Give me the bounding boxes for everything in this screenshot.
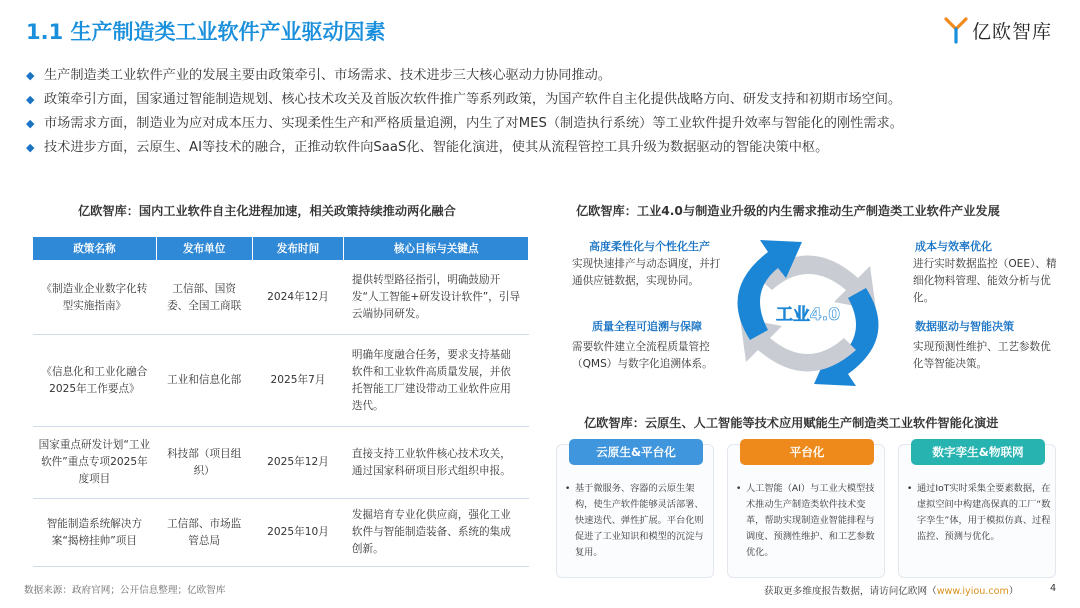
page-number: 4 — [1050, 583, 1057, 594]
industry-cycle-diagram — [728, 238, 888, 388]
col-header-date: 发布时间 — [252, 237, 344, 261]
cycle-text-cost: 进行实时数据监控（OEE）、精细化物料管理、能效分析与优化。 — [913, 258, 1057, 304]
cell-policy-name: 《信息化和工业化融合2025年工作要点》 — [33, 335, 157, 427]
diamond-bullet-icon: ◆ — [26, 117, 35, 130]
bullet-item: ◆ 政策牵引方面，国家通过智能制造规划、核心技术攻关及首版次软件推广等系列政策，为国产软件自主化提供战略方向、研发支持和初期市场空间。 — [26, 88, 1066, 112]
table-row — [33, 427, 529, 499]
diamond-bullet-icon: ◆ — [26, 93, 35, 106]
cycle-heading-data: 数据驱动与智能决策 — [915, 320, 1014, 333]
cycle-text-data: 实现预测性维护、工艺参数优化等智能决策。 — [913, 341, 1051, 370]
cycle-text-flexible: 实现快速排产与动态调度，并打通供应链数据，实现协同。 — [572, 258, 721, 287]
tech-card-text: 通过IoT实时采集全要素数据，在虚拟空间中构建高保真的工厂“数字孪生”体，用于模拟仿真、过程监控、预测与优化。 — [917, 483, 1051, 542]
bullet-dot-icon: • — [907, 484, 913, 494]
cell-date: 2025年12月 — [252, 427, 344, 499]
diamond-bullet-icon: ◆ — [26, 141, 35, 154]
brand-logo — [944, 16, 1052, 44]
tech-card-label: 数字孪生&物联网 — [911, 439, 1045, 465]
cycle-text-quality: 需要软件建立全流程质量管控（QMS）与数字化追溯体系。 — [572, 341, 713, 370]
tech-panel-title: 亿欧智库：云原生、人工智能等技术应用赋能生产制造类工业软件智能化演进 — [584, 416, 999, 430]
table-row — [33, 335, 529, 427]
bullet-item: ◆ 市场需求方面，制造业为应对成本压力、实现柔性生产和严格质量追溯，内生了对MES（制造执行系统）等工业软件提升效率与智能化的刚性需求。 — [26, 112, 1066, 136]
cell-goal: 提供转型路径指引，明确鼓励开发“人工智能+研发设计软件”，引导云端协同研发。 — [344, 261, 529, 335]
col-header-unit: 发布单位 — [156, 237, 252, 261]
cycle-panel-title: 亿欧智库：工业4.0与制造业升级的内生需求推动生产制造类工业软件产业发展 — [576, 204, 1000, 218]
bullet-dot-icon: • — [736, 484, 742, 494]
cell-policy-name: 国家重点研发计划“工业软件”重点专项2025年度项目 — [33, 427, 157, 499]
tech-card-text: 人工智能（AI）与工业大模型技术推动生产制造类软件技术变革，帮助实现制造业智能排程与调度、预测性维护、和工艺参数优化。 — [746, 483, 875, 558]
table-header-row — [33, 237, 529, 261]
bullet-item: ◆ 技术进步方面，云原生、AI等技术的融合，正推动软件向SaaS化、智能化演进，使其从流程管控工具升级为数据驱动的智能决策中枢。 — [26, 136, 1066, 160]
bullet-item: ◆ 生产制造类工业软件产业的发展主要由政策牵引、市场需求、技术进步三大核心驱动力协同推动。 — [26, 64, 1066, 88]
cycle-center-label: 工业4.0 — [775, 305, 841, 325]
footer-link[interactable]: www.iyiou.com — [936, 586, 1009, 597]
cell-goal: 直接支持工业软件核心技术攻关，通过国家科研项目形式组织申报。 — [344, 427, 529, 499]
tech-card-digital-twin — [898, 444, 1056, 578]
page-title: 1.1 生产制造类工业软件产业驱动因素 — [26, 20, 386, 44]
bullet-dot-icon: • — [565, 484, 571, 494]
cell-unit: 工业和信息化部 — [156, 335, 252, 427]
cycle-heading-flexible: 高度柔性化与个性化生产 — [589, 240, 710, 253]
tech-card-label: 云原生&平台化 — [569, 439, 703, 465]
tech-card-cloud — [556, 444, 714, 578]
summary-bullets — [26, 64, 1066, 160]
policy-panel-title: 亿欧智库：国内工业软件自主化进程加速，相关政策持续推动两化融合 — [78, 204, 456, 218]
policy-table — [32, 236, 529, 567]
diamond-bullet-icon: ◆ — [26, 69, 35, 82]
tech-card-platform — [727, 444, 885, 578]
cell-goal: 发掘培育专业化供应商，强化工业软件与智能制造装备、系统的集成创新。 — [344, 499, 529, 567]
cell-unit: 工信部、国资委、全国工商联 — [156, 261, 252, 335]
tech-card-label: 平台化 — [740, 439, 874, 465]
cell-date: 2025年7月 — [252, 335, 344, 427]
col-header-policy-name: 政策名称 — [33, 237, 157, 261]
tech-card-text: 基于微服务、容器的云原生架构，使生产软件能够灵活部署、快速迭代、弹性扩展。平台化则促进了工业知识和模型的沉淀与复用。 — [575, 483, 704, 558]
cell-unit: 科技部（项目组织） — [156, 427, 252, 499]
cell-unit: 工信部、市场监管总局 — [156, 499, 252, 567]
cell-date: 2024年12月 — [252, 261, 344, 335]
table-row — [33, 499, 529, 567]
cell-goal: 明确年度融合任务，要求支持基础软件和工业软件高质量发展，并依托智能工厂建设带动工业软件应用迭代。 — [344, 335, 529, 427]
data-source-note: 数据来源：政府官网；公开信息整理；亿欧智库 — [24, 585, 226, 596]
cell-date: 2025年10月 — [252, 499, 344, 567]
footer-note: 获取更多维度报告数据，请访问亿欧网（www.iyiou.com） — [764, 586, 1019, 597]
logo-text: 亿欧智库 — [972, 20, 1053, 43]
iyiou-logo-icon — [944, 16, 968, 44]
col-header-goal: 核心目标与关键点 — [344, 237, 529, 261]
cycle-heading-cost: 成本与效率优化 — [915, 240, 992, 253]
table-row — [33, 261, 529, 335]
cell-policy-name: 智能制造系统解决方案“揭榜挂帅”项目 — [33, 499, 157, 567]
cell-policy-name: 《制造业企业数字化转型实施指南》 — [33, 261, 157, 335]
cycle-heading-quality: 质量全程可追溯与保障 — [592, 320, 702, 333]
